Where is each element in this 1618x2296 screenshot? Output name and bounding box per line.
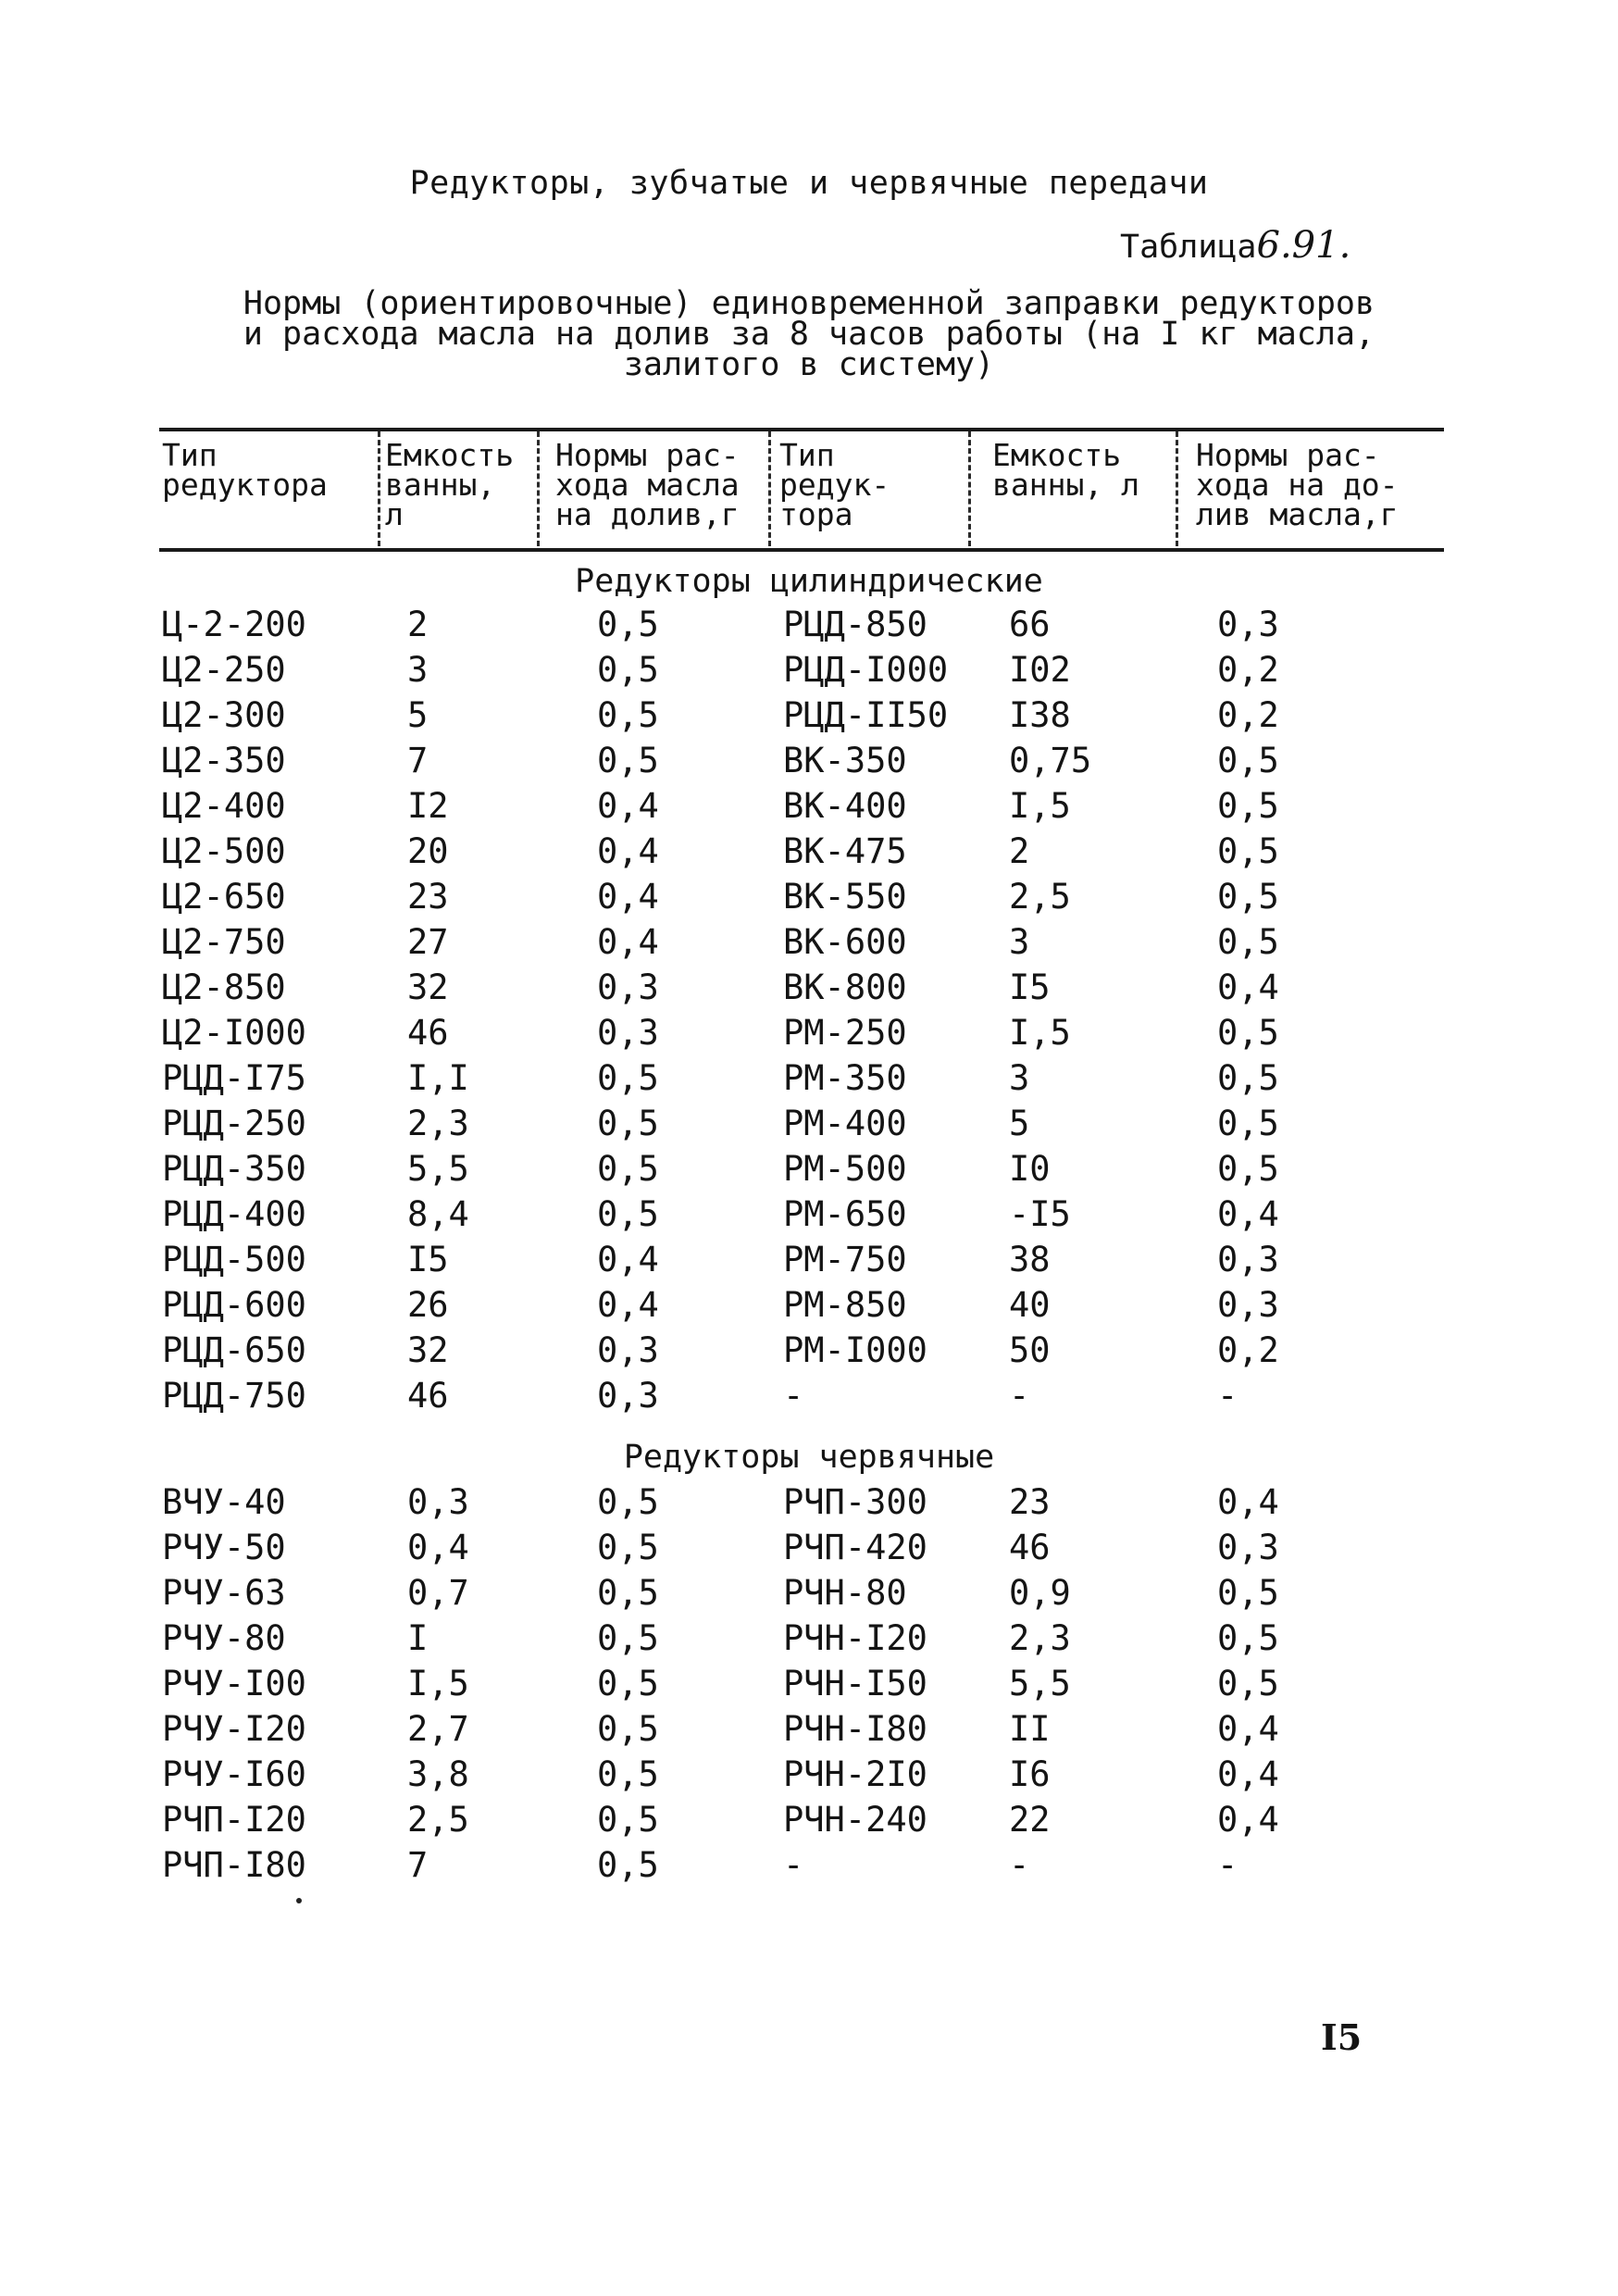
bath-capacity-2-cell: 66 bbox=[1009, 605, 1051, 644]
oil-norm-cell: 0,5 bbox=[597, 1104, 659, 1143]
oil-norm-cell: 0,4 bbox=[597, 786, 659, 826]
oil-norm-2-cell: 0,4 bbox=[1217, 1754, 1279, 1794]
bath-capacity-cell: 2,5 bbox=[407, 1800, 469, 1840]
table-row bbox=[0, 1845, 1618, 1890]
table-label-text: Таблица bbox=[1120, 229, 1257, 266]
oil-norm-cell: 0,5 bbox=[597, 695, 659, 735]
bath-capacity-2-cell: I,5 bbox=[1009, 786, 1071, 826]
reducer-type-2-cell: РЧН-I50 bbox=[783, 1664, 927, 1703]
reducer-type-2-cell: РМ-I000 bbox=[783, 1330, 927, 1370]
reducer-type-cell: Ц2-750 bbox=[162, 922, 286, 962]
reducer-type-cell: РЧУ-I00 bbox=[162, 1664, 306, 1703]
bath-capacity-cell: 0,4 bbox=[407, 1528, 469, 1567]
header-type-2: Тип редук- тора bbox=[779, 437, 890, 532]
oil-norm-cell: 0,4 bbox=[597, 922, 659, 962]
oil-norm-cell: 0,5 bbox=[597, 1664, 659, 1703]
bath-capacity-2-cell: - bbox=[1009, 1845, 1030, 1885]
bath-capacity-2-cell: I6 bbox=[1009, 1754, 1051, 1794]
oil-norm-2-cell: 0,2 bbox=[1217, 1330, 1279, 1370]
oil-norm-2-cell: - bbox=[1217, 1845, 1238, 1885]
table-row bbox=[0, 1573, 1618, 1618]
table-row bbox=[0, 1664, 1618, 1709]
bath-capacity-2-cell: 46 bbox=[1009, 1528, 1051, 1567]
bath-capacity-cell: 7 bbox=[407, 741, 429, 780]
oil-norm-cell: 0,5 bbox=[597, 650, 659, 690]
reducer-type-cell: РЦД-600 bbox=[162, 1285, 306, 1325]
table-row bbox=[0, 605, 1618, 650]
oil-norm-cell: 0,5 bbox=[597, 1482, 659, 1522]
header-norms: Нормы рас- хода масла на долив,г bbox=[555, 437, 740, 532]
oil-norm-cell: 0,5 bbox=[597, 741, 659, 780]
reducer-type-2-cell: - bbox=[783, 1845, 804, 1885]
oil-norm-2-cell: 0,4 bbox=[1217, 1194, 1279, 1234]
reducer-type-cell: РЦД-650 bbox=[162, 1330, 306, 1370]
bath-capacity-cell: 3,8 bbox=[407, 1754, 469, 1794]
reducer-type-2-cell: РЧН-I80 bbox=[783, 1709, 927, 1749]
reducer-type-2-cell: ВК-600 bbox=[783, 922, 907, 962]
bath-capacity-cell: 46 bbox=[407, 1376, 449, 1416]
table-row bbox=[0, 1709, 1618, 1754]
bath-capacity-2-cell: I0 bbox=[1009, 1149, 1051, 1189]
header-norms-2: Нормы рас- хода на до- лив масла,г bbox=[1196, 437, 1399, 532]
bath-capacity-2-cell: 40 bbox=[1009, 1285, 1051, 1325]
table-row bbox=[0, 831, 1618, 877]
table-row bbox=[0, 1013, 1618, 1058]
oil-norm-cell: 0,5 bbox=[597, 1528, 659, 1567]
stray-dot bbox=[296, 1898, 302, 1903]
reducer-type-2-cell: РМ-250 bbox=[783, 1013, 907, 1053]
table-row bbox=[0, 1754, 1618, 1800]
oil-norm-2-cell: 0,2 bbox=[1217, 650, 1279, 690]
oil-norm-2-cell: 0,3 bbox=[1217, 1285, 1279, 1325]
table-caption bbox=[0, 285, 1618, 383]
bath-capacity-2-cell: 3 bbox=[1009, 1058, 1030, 1098]
oil-norm-2-cell: 0,5 bbox=[1217, 786, 1279, 826]
oil-norm-cell: 0,5 bbox=[597, 1800, 659, 1840]
reducer-type-2-cell: РЧН-2I0 bbox=[783, 1754, 927, 1794]
bath-capacity-2-cell: I5 bbox=[1009, 967, 1051, 1007]
oil-norm-cell: 0,4 bbox=[597, 831, 659, 871]
oil-norm-2-cell: 0,5 bbox=[1217, 1149, 1279, 1189]
reducer-type-cell: РЦД-250 bbox=[162, 1104, 306, 1143]
bath-capacity-2-cell: II bbox=[1009, 1709, 1051, 1749]
page-title: Редукторы, зубчатые и червячные передачи bbox=[409, 165, 1209, 202]
reducer-type-cell: РЧУ-I20 bbox=[162, 1709, 306, 1749]
table-row bbox=[0, 695, 1618, 741]
oil-norm-2-cell: 0,3 bbox=[1217, 605, 1279, 644]
oil-norm-2-cell: 0,2 bbox=[1217, 695, 1279, 735]
oil-norm-2-cell: 0,5 bbox=[1217, 1573, 1279, 1613]
bath-capacity-cell: 0,3 bbox=[407, 1482, 469, 1522]
reducer-type-cell: Ц2-850 bbox=[162, 967, 286, 1007]
bath-capacity-2-cell: -I5 bbox=[1009, 1194, 1071, 1234]
caption-line-3: залитого в систему) bbox=[623, 346, 995, 383]
bath-capacity-cell: 2,3 bbox=[407, 1104, 469, 1143]
bath-capacity-cell: 2,7 bbox=[407, 1709, 469, 1749]
bath-capacity-cell: 20 bbox=[407, 831, 449, 871]
oil-norm-cell: 0,4 bbox=[597, 1285, 659, 1325]
oil-norm-2-cell: 0,4 bbox=[1217, 967, 1279, 1007]
bath-capacity-cell: 0,7 bbox=[407, 1573, 469, 1613]
reducer-type-2-cell: РМ-650 bbox=[783, 1194, 907, 1234]
reducer-type-cell: РЦД-350 bbox=[162, 1149, 306, 1189]
bath-capacity-2-cell: I02 bbox=[1009, 650, 1071, 690]
bath-capacity-cell: 3 bbox=[407, 650, 429, 690]
header-capacity-2: Емкость ванны, л bbox=[992, 437, 1139, 503]
header-capacity: Емкость ванны, л bbox=[385, 437, 515, 532]
reducer-type-2-cell: РЦД-II50 bbox=[783, 695, 949, 735]
reducer-type-cell: РЧП-I20 bbox=[162, 1800, 306, 1840]
reducer-type-2-cell: РЧН-240 bbox=[783, 1800, 927, 1840]
bath-capacity-2-cell: I,5 bbox=[1009, 1013, 1071, 1053]
reducer-type-2-cell: ВК-400 bbox=[783, 786, 907, 826]
bath-capacity-cell: I2 bbox=[407, 786, 449, 826]
bath-capacity-cell: 32 bbox=[407, 1330, 449, 1370]
reducer-type-cell: РЦД-I75 bbox=[162, 1058, 306, 1098]
oil-norm-cell: 0,4 bbox=[597, 877, 659, 917]
table-row bbox=[0, 967, 1618, 1013]
reducer-type-cell: РЦД-750 bbox=[162, 1376, 306, 1416]
page-number: I5 bbox=[1321, 2016, 1363, 2058]
section-title: Редукторы червячные bbox=[623, 1439, 995, 1476]
reducer-type-2-cell: РЧН-I20 bbox=[783, 1618, 927, 1658]
reducer-type-cell: Ц2-300 bbox=[162, 695, 286, 735]
oil-norm-cell: 0,5 bbox=[597, 1754, 659, 1794]
header-separator bbox=[537, 431, 540, 546]
bath-capacity-cell: 8,4 bbox=[407, 1194, 469, 1234]
reducer-type-2-cell: РЦД-850 bbox=[783, 605, 927, 644]
oil-norm-2-cell: 0,4 bbox=[1217, 1482, 1279, 1522]
reducer-type-2-cell: РМ-400 bbox=[783, 1104, 907, 1143]
reducer-type-cell: РЦД-400 bbox=[162, 1194, 306, 1234]
reducer-type-cell: РЦД-500 bbox=[162, 1240, 306, 1279]
reducer-type-2-cell: РЦД-I000 bbox=[783, 650, 949, 690]
table-header-bottom-rule bbox=[159, 548, 1444, 552]
oil-norm-2-cell: 0,5 bbox=[1217, 1013, 1279, 1053]
oil-norm-cell: 0,5 bbox=[597, 1058, 659, 1098]
section-title: Редукторы цилиндрические bbox=[575, 563, 1043, 600]
oil-norm-2-cell: 0,5 bbox=[1217, 1618, 1279, 1658]
oil-norm-cell: 0,4 bbox=[597, 1240, 659, 1279]
reducer-type-2-cell: РМ-500 bbox=[783, 1149, 907, 1189]
bath-capacity-cell: I5 bbox=[407, 1240, 449, 1279]
oil-norm-cell: 0,5 bbox=[597, 605, 659, 644]
reducer-type-2-cell: РЧП-300 bbox=[783, 1482, 927, 1522]
oil-norm-cell: 0,5 bbox=[597, 1709, 659, 1749]
table-row bbox=[0, 922, 1618, 967]
bath-capacity-cell: I bbox=[407, 1618, 429, 1658]
oil-norm-2-cell: 0,5 bbox=[1217, 1664, 1279, 1703]
header-separator bbox=[768, 431, 771, 546]
oil-norm-cell: 0,3 bbox=[597, 967, 659, 1007]
reducer-type-cell: Ц2-250 bbox=[162, 650, 286, 690]
header-separator bbox=[1176, 431, 1178, 546]
bath-capacity-cell: 7 bbox=[407, 1845, 429, 1885]
reducer-type-cell: Ц2-650 bbox=[162, 877, 286, 917]
bath-capacity-2-cell: 0,75 bbox=[1009, 741, 1092, 780]
reducer-type-2-cell: РМ-850 bbox=[783, 1285, 907, 1325]
reducer-type-2-cell: ВК-800 bbox=[783, 967, 907, 1007]
table-number: 6.91. bbox=[1256, 224, 1351, 267]
reducer-type-2-cell: РЧП-420 bbox=[783, 1528, 927, 1567]
oil-norm-2-cell: 0,3 bbox=[1217, 1240, 1279, 1279]
bath-capacity-2-cell: 2 bbox=[1009, 831, 1030, 871]
bath-capacity-cell: 2 bbox=[407, 605, 429, 644]
oil-norm-2-cell: 0,5 bbox=[1217, 877, 1279, 917]
oil-norm-cell: 0,5 bbox=[597, 1618, 659, 1658]
table-row bbox=[0, 1104, 1618, 1149]
reducer-type-2-cell: РЧН-80 bbox=[783, 1573, 907, 1613]
reducer-type-cell: Ц2-500 bbox=[162, 831, 286, 871]
bath-capacity-2-cell: 38 bbox=[1009, 1240, 1051, 1279]
bath-capacity-2-cell: 22 bbox=[1009, 1800, 1051, 1840]
table-row bbox=[0, 1528, 1618, 1573]
reducer-type-2-cell: РМ-750 bbox=[783, 1240, 907, 1279]
oil-norm-2-cell: 0,3 bbox=[1217, 1528, 1279, 1567]
reducer-type-cell: РЧУ-63 bbox=[162, 1573, 286, 1613]
reducer-type-2-cell: - bbox=[783, 1376, 804, 1416]
table-row bbox=[0, 786, 1618, 831]
reducer-type-2-cell: РМ-350 bbox=[783, 1058, 907, 1098]
bath-capacity-2-cell: 3 bbox=[1009, 922, 1030, 962]
oil-norm-2-cell: 0,5 bbox=[1217, 1058, 1279, 1098]
caption-line-1: Нормы (ориентировочные) единовременной заправки редукторов bbox=[243, 285, 1375, 322]
reducer-type-cell: Ц2-400 bbox=[162, 786, 286, 826]
caption-line-2: и расхода масла на долив за 8 часов работы (на I кг масла, bbox=[243, 316, 1375, 353]
table-row bbox=[0, 1800, 1618, 1845]
table-row bbox=[0, 877, 1618, 922]
oil-norm-2-cell: 0,4 bbox=[1217, 1709, 1279, 1749]
bath-capacity-cell: I,5 bbox=[407, 1664, 469, 1703]
bath-capacity-cell: 5,5 bbox=[407, 1149, 469, 1189]
table-row bbox=[0, 650, 1618, 695]
table-row bbox=[0, 1058, 1618, 1104]
table-row bbox=[0, 1482, 1618, 1528]
reducer-type-2-cell: ВК-550 bbox=[783, 877, 907, 917]
reducer-type-cell: ВЧУ-40 bbox=[162, 1482, 286, 1522]
oil-norm-2-cell: 0,5 bbox=[1217, 922, 1279, 962]
bath-capacity-2-cell: 2,5 bbox=[1009, 877, 1071, 917]
bath-capacity-cell: I,I bbox=[407, 1058, 469, 1098]
table-row bbox=[0, 1618, 1618, 1664]
reducer-type-2-cell: ВК-475 bbox=[783, 831, 907, 871]
reducer-type-cell: Ц2-I000 bbox=[162, 1013, 306, 1053]
bath-capacity-2-cell: 23 bbox=[1009, 1482, 1051, 1522]
oil-norm-cell: 0,3 bbox=[597, 1013, 659, 1053]
oil-norm-cell: 0,3 bbox=[597, 1376, 659, 1416]
bath-capacity-cell: 26 bbox=[407, 1285, 449, 1325]
bath-capacity-2-cell: - bbox=[1009, 1376, 1030, 1416]
bath-capacity-cell: 32 bbox=[407, 967, 449, 1007]
oil-norm-2-cell: 0,5 bbox=[1217, 741, 1279, 780]
reducer-type-cell: РЧУ-80 bbox=[162, 1618, 286, 1658]
table-row bbox=[0, 1194, 1618, 1240]
table-row bbox=[0, 741, 1618, 786]
bath-capacity-cell: 23 bbox=[407, 877, 449, 917]
bath-capacity-2-cell: 5,5 bbox=[1009, 1664, 1071, 1703]
header-separator bbox=[968, 431, 971, 546]
bath-capacity-2-cell: 5 bbox=[1009, 1104, 1030, 1143]
reducer-type-cell: РЧУ-I60 bbox=[162, 1754, 306, 1794]
bath-capacity-2-cell: I38 bbox=[1009, 695, 1071, 735]
table-top-rule bbox=[159, 428, 1444, 431]
oil-norm-cell: 0,3 bbox=[597, 1330, 659, 1370]
bath-capacity-cell: 27 bbox=[407, 922, 449, 962]
table-row bbox=[0, 1240, 1618, 1285]
oil-norm-2-cell: 0,4 bbox=[1217, 1800, 1279, 1840]
reducer-type-cell: Ц2-350 bbox=[162, 741, 286, 780]
oil-norm-cell: 0,5 bbox=[597, 1194, 659, 1234]
table-row bbox=[0, 1330, 1618, 1376]
bath-capacity-2-cell: 0,9 bbox=[1009, 1573, 1071, 1613]
reducer-type-cell: РЧП-I80 bbox=[162, 1845, 306, 1885]
bath-capacity-cell: 46 bbox=[407, 1013, 449, 1053]
table-row bbox=[0, 1376, 1618, 1421]
header-type: Тип редуктора bbox=[162, 437, 328, 503]
table-label bbox=[1120, 224, 1350, 267]
oil-norm-2-cell: 0,5 bbox=[1217, 831, 1279, 871]
reducer-type-cell: РЧУ-50 bbox=[162, 1528, 286, 1567]
oil-norm-2-cell: - bbox=[1217, 1376, 1238, 1416]
oil-norm-2-cell: 0,5 bbox=[1217, 1104, 1279, 1143]
bath-capacity-2-cell: 50 bbox=[1009, 1330, 1051, 1370]
oil-norm-cell: 0,5 bbox=[597, 1845, 659, 1885]
bath-capacity-cell: 5 bbox=[407, 695, 429, 735]
table-row bbox=[0, 1285, 1618, 1330]
header-separator bbox=[378, 431, 380, 546]
oil-norm-cell: 0,5 bbox=[597, 1573, 659, 1613]
oil-norm-cell: 0,5 bbox=[597, 1149, 659, 1189]
bath-capacity-2-cell: 2,3 bbox=[1009, 1618, 1071, 1658]
reducer-type-2-cell: ВК-350 bbox=[783, 741, 907, 780]
reducer-type-cell: Ц-2-200 bbox=[162, 605, 306, 644]
table-row bbox=[0, 1149, 1618, 1194]
